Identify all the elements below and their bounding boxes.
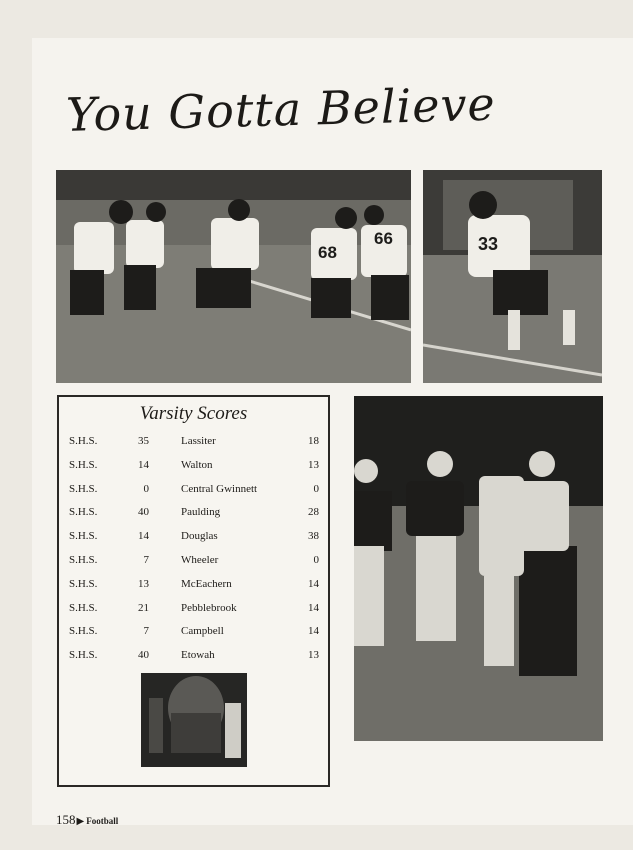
team-name: S.H.S.: [69, 601, 98, 614]
game-action-photo: [56, 170, 411, 383]
opponent-score: 38: [308, 530, 319, 543]
page-footer: [56, 811, 118, 829]
team-score: 13: [138, 577, 149, 590]
team-name: S.H.S.: [69, 482, 98, 495]
team-name: S.H.S.: [69, 435, 98, 447]
team-name: S.H.S.: [69, 577, 98, 590]
page-number: 158: [56, 812, 76, 827]
score-row: [59, 621, 328, 645]
jersey-number: 68: [318, 243, 337, 262]
team-name: S.H.S.: [69, 649, 98, 662]
team-score: 14: [138, 458, 149, 471]
opponent-score: 0: [313, 553, 319, 566]
score-row: [59, 598, 328, 622]
team-name: S.H.S.: [69, 458, 98, 471]
jersey-number: 66: [374, 229, 393, 248]
scores-table: [59, 431, 328, 669]
opponent-score: 13: [308, 458, 319, 471]
team-score: 7: [143, 553, 149, 566]
running-back-photo: [423, 170, 602, 383]
coaches-sideline-photo: [354, 396, 603, 741]
opponent-name: Etowah: [181, 649, 215, 662]
opponent-name: Lassiter: [181, 435, 216, 447]
opponent-score: 28: [308, 506, 319, 519]
section-name: Football: [86, 816, 119, 826]
score-row: [59, 502, 328, 526]
team-score: 7: [143, 625, 149, 638]
headline: You Gotta Believe: [65, 76, 497, 142]
opponent-score: 0: [313, 482, 319, 495]
opponent-name: Central Gwinnett: [181, 482, 258, 495]
opponent-score: 14: [308, 625, 319, 638]
team-score: 35: [138, 435, 149, 447]
score-row: [59, 479, 328, 503]
jersey-number: 33: [478, 234, 499, 254]
opponent-name: McEachern: [181, 577, 232, 590]
team-score: 40: [138, 506, 149, 519]
opponent-score: 18: [308, 435, 319, 447]
score-row: [59, 431, 328, 455]
team-name: S.H.S.: [69, 553, 98, 566]
team-score: 21: [138, 601, 149, 614]
score-row: [59, 645, 328, 669]
score-row: [59, 526, 328, 550]
opponent-name: Douglas: [181, 530, 218, 543]
opponent-score: 14: [308, 577, 319, 590]
score-row: [59, 574, 328, 598]
scores-title: Varsity Scores: [139, 403, 248, 424]
opponent-score: 13: [308, 649, 319, 662]
opponent-name: Paulding: [181, 506, 221, 519]
opponent-score: 14: [308, 601, 319, 614]
opponent-name: Pebblebrook: [181, 601, 237, 614]
team-score: 14: [138, 530, 149, 543]
opponent-name: Wheeler: [181, 553, 219, 566]
player-closeup-photo: [141, 673, 247, 767]
team-score: 0: [143, 482, 149, 495]
opponent-name: Walton: [181, 458, 213, 471]
opponent-name: Campbell: [181, 625, 224, 638]
team-name: S.H.S.: [69, 530, 98, 543]
varsity-scores-box: [57, 395, 330, 787]
score-row: [59, 550, 328, 574]
score-row: [59, 455, 328, 479]
team-name: S.H.S.: [69, 625, 98, 638]
team-name: S.H.S.: [69, 506, 98, 519]
right-triangle-icon: ▶: [76, 816, 85, 827]
team-score: 40: [138, 649, 149, 662]
